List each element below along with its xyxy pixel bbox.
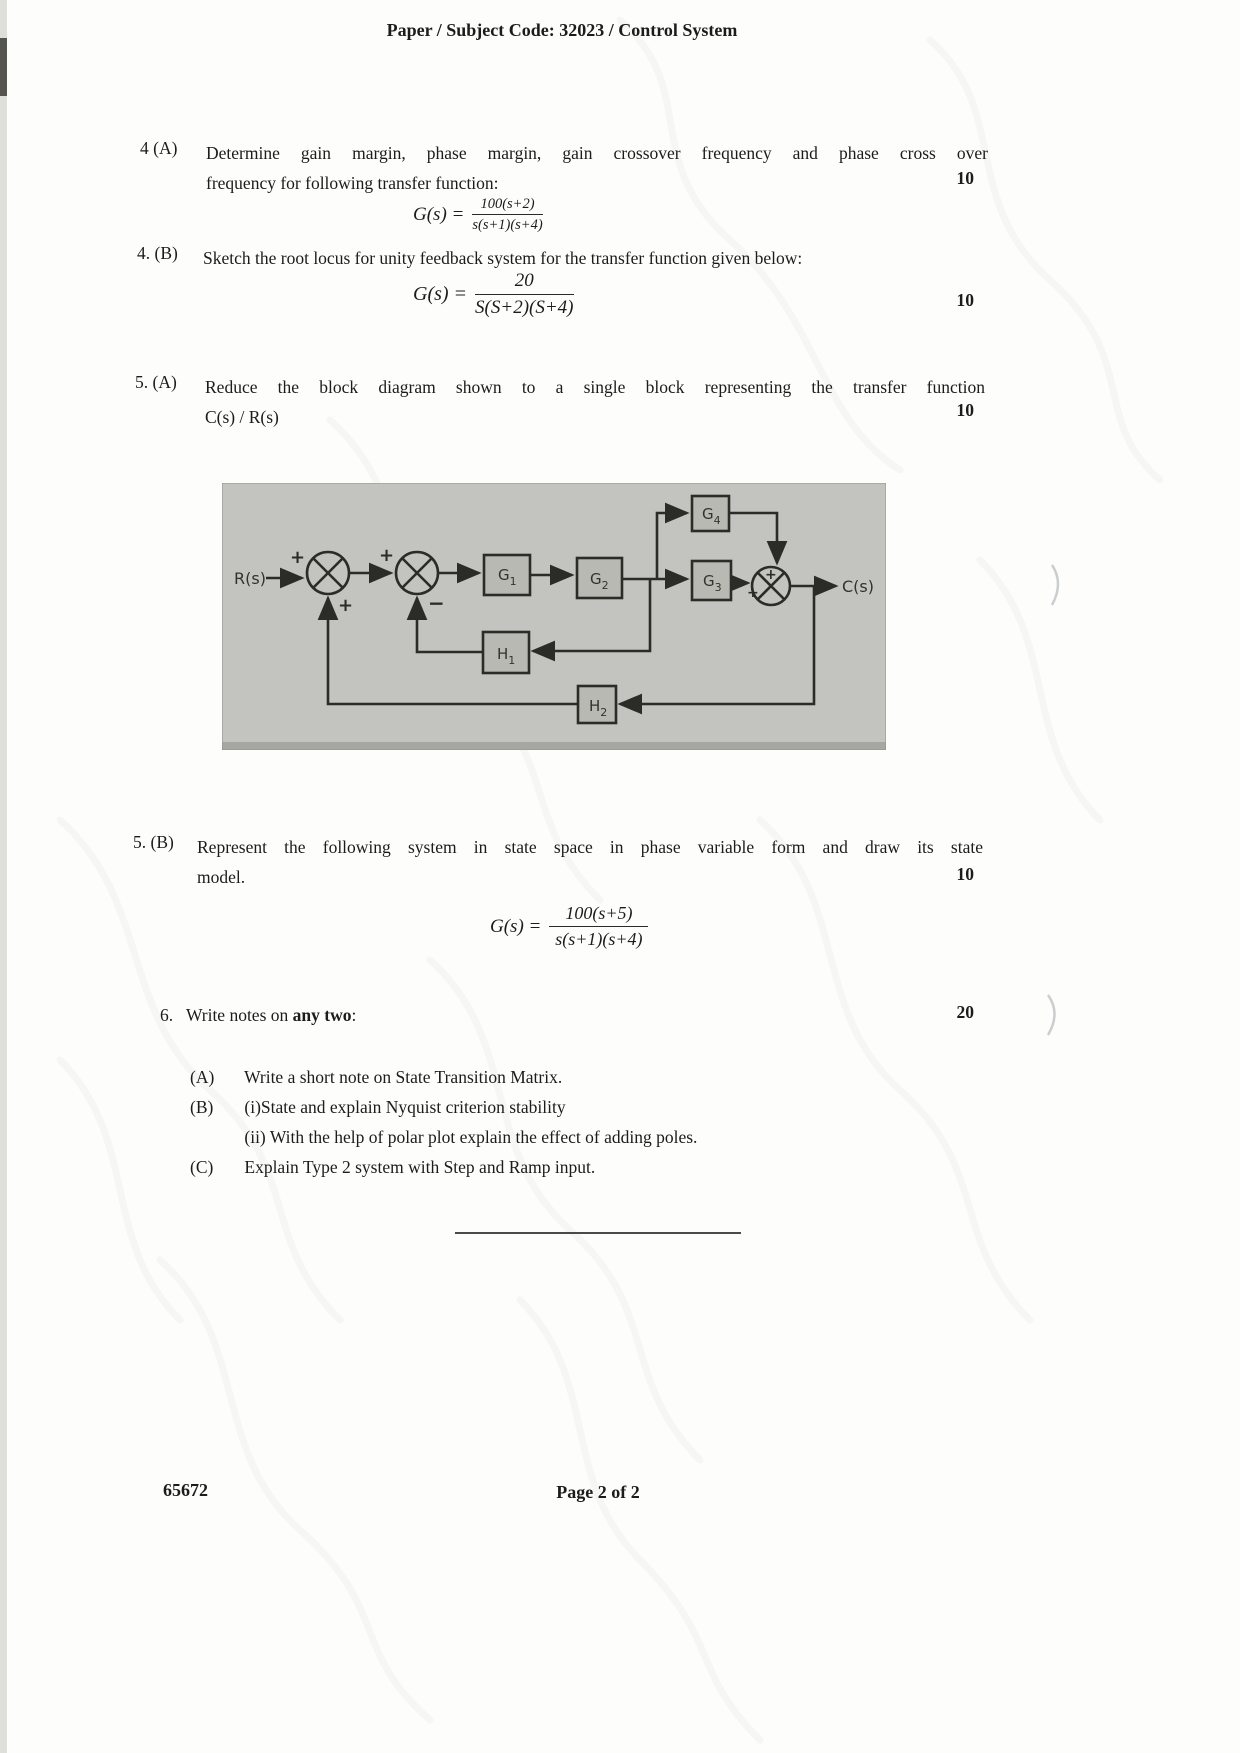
question-6-marks: 20 [956, 1002, 974, 1022]
question-4b-number: 4. (B) [137, 243, 178, 263]
block-diagram [222, 483, 886, 750]
formula-4a-numerator: 100(s+2) [472, 196, 542, 215]
question-5a-marks: 10 [956, 400, 974, 420]
sum3-left-sign: + [747, 585, 759, 601]
page-number: Page 2 of 2 [556, 1482, 640, 1502]
question-4a [140, 138, 990, 198]
diagram-bottom-shadow [222, 742, 886, 750]
q6-item-c [190, 1152, 950, 1182]
svg-text:G2: $G_2$ [590, 570, 609, 592]
q6-item-b-line2 [190, 1122, 950, 1152]
q6-item-b [190, 1092, 950, 1122]
question-5b-marks: 10 [956, 864, 974, 884]
q6-item-a [190, 1062, 950, 1092]
scan-edge-blotch [0, 38, 7, 96]
scan-left-edge [0, 0, 7, 1753]
formula-4b-numerator: 20 [475, 270, 573, 295]
question-4b [137, 243, 997, 273]
sum3-top-sign: + [765, 567, 777, 583]
question-4a-line1: Determine gain margin, phase margin, gain crossover frequency and phase cross over [206, 143, 988, 163]
question-5a-line1: Reduce the block diagram shown to a single block representing the transfer function [205, 377, 985, 397]
question-5b-number: 5. (B) [133, 832, 174, 852]
q6-item-a-label: (A) [190, 1067, 215, 1087]
q6-item-c-label: (C) [190, 1157, 214, 1177]
question-6 [160, 1000, 356, 1030]
svg-text:G4: $G_4$ [702, 505, 721, 527]
question-6-text: Write notes on any two: [185, 1005, 357, 1025]
sum2-bottom-sign: − [428, 591, 445, 615]
formula-4b-lhs: G(s) = [413, 283, 468, 305]
question-5a-line2: C(s) / R(s) [205, 407, 279, 427]
input-label: R(s) [234, 569, 266, 588]
diagram-background [222, 483, 886, 750]
section-divider [455, 1232, 741, 1234]
sum1-top-sign: + [290, 547, 306, 568]
q6-item-b-text2: (ii) With the help of polar plot explain the effect of adding poles. [244, 1127, 698, 1147]
formula-5b-denominator: s(s+1)(s+4) [555, 929, 643, 949]
formula-5b-numerator: 100(s+5) [549, 903, 648, 927]
formula-4b [413, 270, 574, 319]
question-4b-line1: Sketch the root locus for unity feedback system for the transfer function given below: [203, 248, 803, 268]
q6-item-c-text: Explain Type 2 system with Step and Ramp input. [244, 1157, 596, 1177]
question-4a-marks: 10 [956, 168, 974, 188]
formula-5b [490, 903, 648, 950]
svg-text:H2: $H_2$ [589, 697, 608, 719]
block-diagram-figure [222, 483, 886, 750]
formula-4a-denominator: s(s+1)(s+4) [472, 217, 543, 233]
paper-code-footer: 65672 [163, 1480, 208, 1500]
formula-4b-denominator: S(S+2)(S+4) [475, 297, 574, 318]
question-6-items [190, 1062, 950, 1182]
page-title: Paper / Subject Code: 32023 / Control System [386, 20, 738, 40]
formula-4a [413, 196, 543, 234]
formula-4a-lhs: G(s) = [413, 204, 465, 225]
question-5a-number: 5. (A) [135, 372, 177, 392]
question-6-number: 6. [160, 1005, 174, 1025]
sum2-top-sign: + [379, 545, 395, 566]
question-5b [133, 832, 993, 892]
svg-text:H1: $H_1$ [497, 645, 516, 667]
svg-text:G3: $G_3$ [703, 572, 722, 594]
formula-5b-lhs: G(s) = [490, 915, 542, 937]
question-5b-line1: Represent the following system in state space in phase variable form and draw its state [197, 837, 983, 857]
q6-item-b-text1: (i)State and explain Nyquist criterion stability [244, 1097, 566, 1117]
svg-text:G1: $G_1$ [498, 566, 517, 588]
q6-item-a-text: Write a short note on State Transition Matrix. [244, 1067, 563, 1087]
q6-item-b-label: (B) [190, 1097, 214, 1117]
question-4b-marks: 10 [956, 290, 974, 310]
sum1-bottom-sign: + [338, 595, 354, 616]
output-label: C(s) [842, 577, 874, 596]
question-4a-number: 4 (A) [140, 138, 178, 158]
question-4a-line2: frequency for following transfer function: [206, 173, 499, 193]
question-5b-line2: model. [197, 867, 246, 887]
question-5a [135, 372, 995, 432]
